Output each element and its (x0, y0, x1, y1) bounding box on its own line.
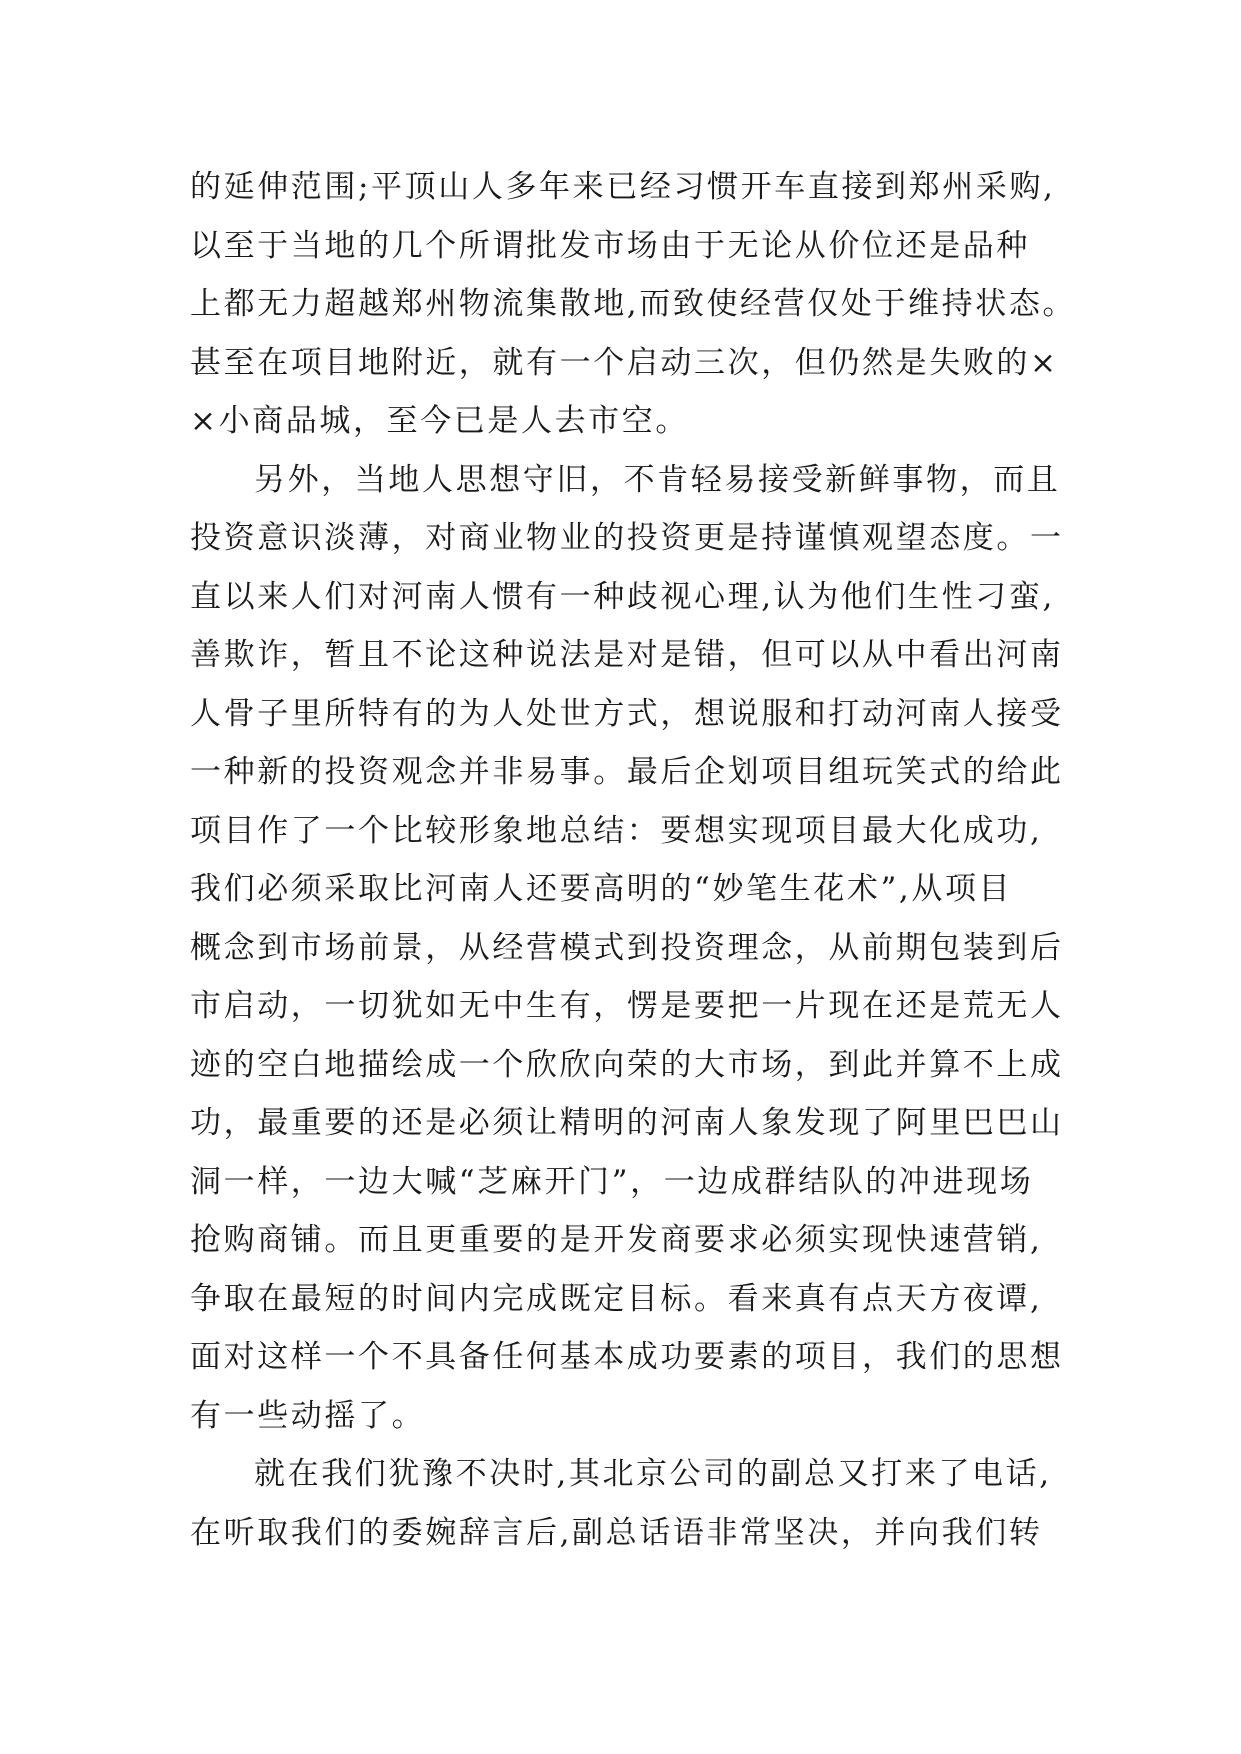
text-line: 抢购商铺。而且更重要的是开发商要求必须实现快速营销, (190, 1222, 1043, 1258)
text-line: 善欺诈，暂且不论这种说法是对是错，但可以从中看出河南 (190, 637, 1064, 673)
text-line: 迹的空白地描绘成一个欣欣向荣的大市场，到此并算不上成 (190, 1046, 1064, 1083)
text-line: ×小商品城，至今已是人去市空。 (190, 403, 689, 439)
text-line: 在听取我们的委婉辞言后,副总话语非常坚决，并向我们转 (190, 1514, 1043, 1551)
text-line: 一种新的投资观念并非易事。最后企划项目组玩笑式的给此 (190, 754, 1064, 790)
text-line: 以至于当地的几个所谓批发市场由于无论从价位还是品种 (190, 227, 1030, 264)
paragraph-start-line: 另外，当地人思想守旧，不肯轻易接受新鲜事物，而且 (254, 461, 1061, 498)
text-line: 投资意识淡薄，对商业物业的投资更是持谨慎观望态度。一 (190, 520, 1064, 556)
body-text (190, 158, 1077, 1562)
text-line: 洞一样，一边大喊“芝麻开门”，一边成群结队的冲进现场 (190, 1163, 1034, 1200)
text-line: 概念到市场前景，从经营模式到投资理念，从前期包装到后 (190, 929, 1064, 966)
text-line: 项目作了一个比较形象地总结：要想实现项目最大化成功, (190, 812, 1043, 849)
text-line: 功，最重要的还是必须让精明的河南人象发现了阿里巴巴山 (190, 1105, 1064, 1141)
text-line: 争取在最短的时间内完成既定目标。看来真有点天方夜谭, (190, 1280, 1043, 1317)
text-line: 甚至在项目地附近，就有一个启动三次，但仍然是失败的× (190, 344, 1059, 381)
text-line: 市启动，一切犹如无中生有，愣是要把一片现在还是荒无人 (190, 988, 1064, 1024)
paragraph-start-line: 就在我们犹豫不决时,其北京公司的副总又打来了电话, (254, 1456, 1052, 1492)
text-line: 的延伸范围;平顶山人多年来已经习惯开车直接到郑州采购, (190, 169, 1056, 205)
text-line: 有一些动摇了。 (190, 1397, 426, 1434)
text-line: 上都无力超越郑州物流集散地,而致使经营仅处于维持状态。 (190, 286, 1077, 322)
text-line: 面对这样一个不具备任何基本成功要素的项目，我们的思想 (190, 1339, 1064, 1375)
text-line: 人骨子里所特有的为人处世方式，想说服和打动河南人接受 (190, 695, 1064, 732)
text-line: 我们必须采取比河南人还要高明的“妙笔生花术”,从项目 (190, 871, 1013, 907)
text-line: 直以来人们对河南人惯有一种歧视心理,认为他们生性刁蛮, (190, 578, 1055, 615)
